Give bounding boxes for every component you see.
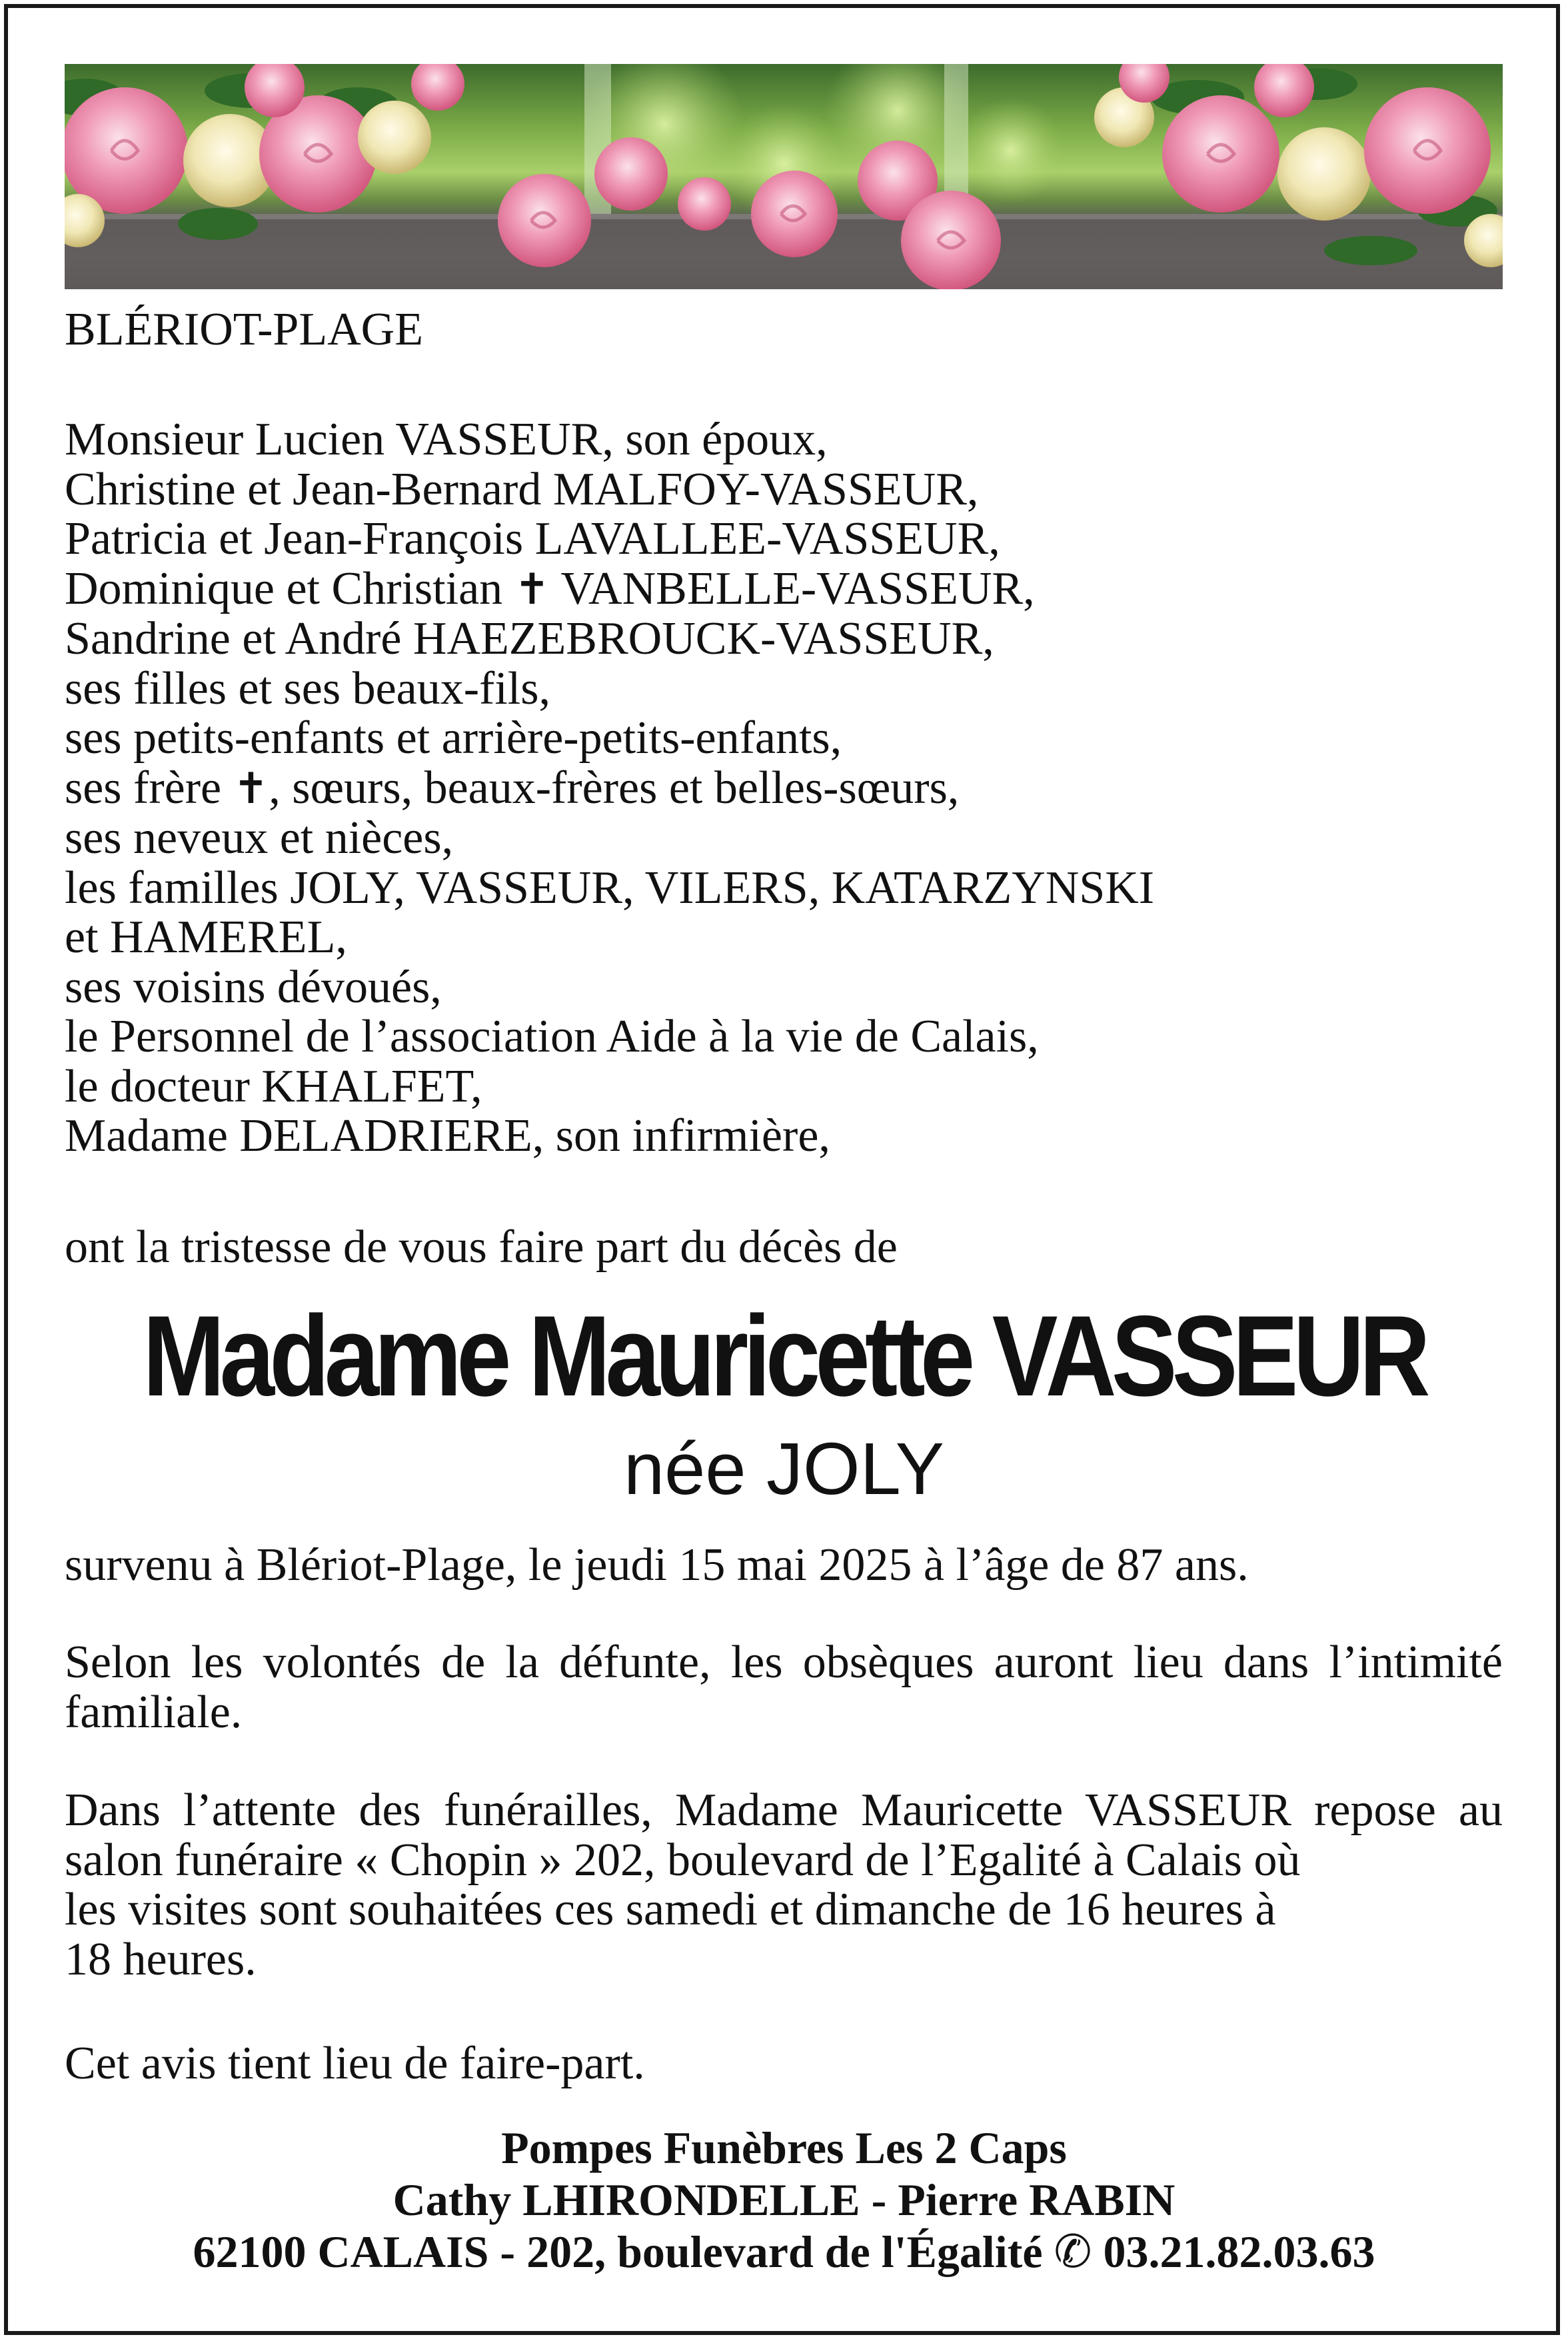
cross-icon: ✝ <box>233 764 269 814</box>
cross-icon: ✝ <box>514 564 550 614</box>
deceased-name: Madame Mauricette VASSEUR <box>143 1292 1425 1420</box>
location-heading: BLÉRIOT-PLAGE <box>65 304 423 355</box>
roses-illustration <box>65 64 1503 289</box>
funeral-home-address: 62100 CALAIS - 202, boulevard de l'Égalité <box>193 2226 1043 2277</box>
family-line: Patricia et Jean-François LAVALLEE-VASSEUR, <box>65 513 1000 564</box>
family-line: Madame DELADRIERE, son infirmière, <box>65 1110 830 1162</box>
phone-icon: ✆ <box>1054 2226 1092 2278</box>
funeral-home-people: Cathy LHIRONDELLE - Pierre RABIN <box>392 2174 1176 2225</box>
family-line: ses filles et ses beaux-fils, <box>65 662 550 714</box>
funeral-home-contact <box>0 2226 1568 2278</box>
family-line: et HAMEREL, <box>65 912 347 963</box>
family-list <box>65 415 1503 1162</box>
death-notice: survenu à Blériot-Plage, le jeudi 15 mai 2025 à l’âge de 87 ans. <box>65 1539 1249 1591</box>
visitation-text: les visites sont souhaitées ces samedi et dimanche de 16 heures à <box>65 1884 1276 1935</box>
family-line: ses petits-enfants et arrière-petits-enfants, <box>65 712 842 764</box>
roses-banner-image <box>65 64 1503 289</box>
family-line: les familles JOLY, VASSEUR, VILERS, KATARZYNSKI <box>65 862 1155 914</box>
funeral-home-phone: 03.21.82.03.63 <box>1103 2226 1375 2277</box>
ceremony-paragraph: Selon les volontés de la défunte, les obsèques auront lieu dans l’intimité familiale. <box>65 1637 1503 1738</box>
family-line-text: , sœurs, beaux-frères et belles-sœurs, <box>269 762 960 814</box>
family-line: Sandrine et André HAEZEBROUCK-VASSEUR, <box>65 613 994 664</box>
family-line: le docteur KHALFET, <box>65 1060 482 1112</box>
family-line-text: ses frère <box>65 762 233 814</box>
funeral-home-block <box>0 2122 1568 2278</box>
family-line <box>65 764 1503 814</box>
funeral-home-name: Pompes Funèbres Les 2 Caps <box>501 2122 1067 2173</box>
family-line: ses voisins dévoués, <box>65 961 442 1013</box>
family-line: Monsieur Lucien VASSEUR, son époux, <box>65 414 828 465</box>
family-line-text: VANBELLE-VASSEUR, <box>550 562 1035 614</box>
visitation-text: 18 heures. <box>65 1933 257 1985</box>
family-line: le Personnel de l’association Aide à la vie de Calais, <box>65 1011 1039 1062</box>
family-line: Christine et Jean-Bernard MALFOY-VASSEUR, <box>65 463 979 515</box>
maiden-name: née JOLY <box>623 1428 945 1510</box>
announcement-intro: ont la tristesse de vous faire part du décès de <box>65 1221 898 1273</box>
visitation-paragraph <box>65 1786 1503 1984</box>
visitation-text: Dans l’attente des funérailles, Madame Mauricette VASSEUR repose au salon funéraire « Chopin » 202, boulevard de l’Egalité à Calais où <box>65 1785 1503 1886</box>
family-line-text: Dominique et Christian <box>65 562 514 614</box>
closing-note: Cet avis tient lieu de faire-part. <box>65 2038 645 2089</box>
family-line: ses neveux et nièces, <box>65 812 454 864</box>
family-line <box>65 564 1503 615</box>
